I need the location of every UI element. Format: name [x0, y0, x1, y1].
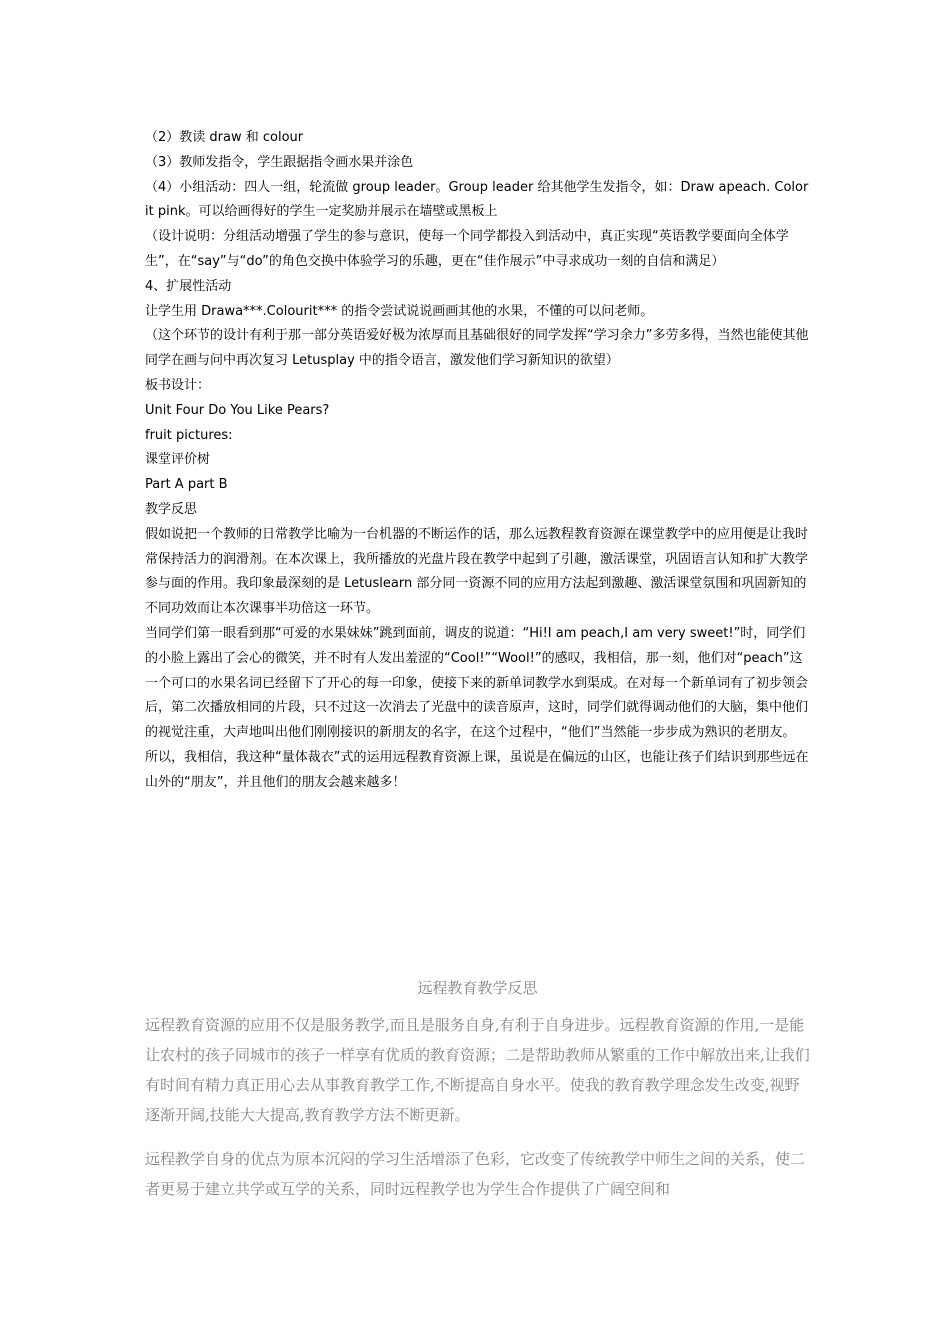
paragraph: 假如说把一个教师的日常教学比喻为一台机器的不断运作的话，那么远教程教育资源在课堂教学中的应用便是让我时常保持活力的润滑剂。在本次课上，我所播放的光盘片段在教学中起到了引趣，激活课堂，巩固语言认知和扩大教学参与面的作用。我印象最深刻的是 Letuslearn 部分同一资源不同的应用方法起到激趣、激活课堂氛围和巩固新知的不同功效而让本次课事半功倍这一环节。 — [145, 526, 809, 617]
text-line: fruit pictures: — [145, 427, 233, 443]
text-line: 课堂评价树 — [145, 452, 211, 468]
reflection-title: 远程教育教学反思 — [417, 979, 538, 997]
paragraph: 当同学们第一眼看到那“可爱的水果妹妹”跳到面前，调皮的说道：“Hi!I am peach,I am very sweet!”时，同学们的小脸上露出了会心的微笑，并不时有人发出羞涩的“Cool!”“Wool!”的感叹，我相信，那一刻，他们对“peach”这一个可口的水果名词已经留下了开心的每一印象，使接下来的新单词教学水到渠成。在对每一个新单词有了初步领会后，第二次播放相同的片段，只不过这一次消去了光盘中的读音原声，这时，同学们就得调动他们的大脑，集中他们的视觉注重，大声地叫出他们刚刚接识的新朋友的名字，在这个过程中，“他们”当然能一步步成为熟识的老朋友。 — [145, 625, 809, 741]
unit-title: Unit Four Do You Like Pears? — [145, 402, 330, 418]
text-line: 让学生用 Drawa***.Colourit*** 的指令尝试说说画画其他的水果，不懂的可以问老师。 — [145, 303, 654, 319]
paragraph: 远程教育资源的应用不仅是服务教学,而且是服务自身,有利于自身进步。远程教育资源的作用,一是能让农村的孩子同城市的孩子一样享有优质的教育资源；二是帮助教师从繁重的工作中解放出来,让我们有时间有精力真正用心去从事教育教学工作,不断提高自身水平。使我的教育教学理念发生改变,视野逐渐开阔,技能大大提高,教育教学方法不断更新。 — [145, 1016, 810, 1124]
paragraph: 所以，我相信，我这种“量体裁衣”式的运用远程教育资源上课，虽说是在偏远的山区，也能让孩子们结识到那些远在山外的“朋友”，并且他们的朋友会越来越多！ — [145, 749, 809, 790]
design-note: （这个环节的设计有利于那一部分英语爱好极为浓厚而且基础很好的同学发挥“学习余力”多劳多得，当然也能使其他同学在画与问中再次复习 Letusplay 中的指令语言，激发他们学习新知识的欲望） — [145, 328, 809, 369]
design-note: （设计说明：分组活动增强了学生的参与意识，使每一个同学都投入到活动中，真正实现“英语教学要面向全体学生”，在“say”与“do”的角色交换中体验学习的乐趣，更在“佳作展示”中寻求成功一刻的自信和满足） — [145, 229, 789, 269]
paragraph: 远程教学自身的优点为原本沉闷的学习生活增添了色彩，它改变了传统教学中师生之间的关系，使二者更易于建立共学或互学的关系，同时远程教学也为学生合作提供了广阔空间和 — [145, 1150, 806, 1198]
section-heading: 4、扩展性活动 — [145, 278, 232, 294]
reflection-section — [145, 976, 810, 1218]
lesson-plan-section — [145, 126, 810, 796]
text-line: （3）教师发指令，学生跟据指令画水果并涂色 — [145, 154, 414, 170]
text-line: （4）小组活动：四人一组，轮流做 group leader。Group leader 给其他学生发指令，如：Draw apeach. Colorit pink。可以给画得好的学生一定奖励并展示在墙壁或黑板上 — [145, 179, 809, 220]
text-line: （2）教读 draw 和 colour — [145, 130, 304, 145]
reflection-label: 教学反思 — [145, 501, 198, 517]
text-line: Part A part B — [145, 477, 228, 493]
board-design-label: 板书设计： — [145, 377, 211, 393]
